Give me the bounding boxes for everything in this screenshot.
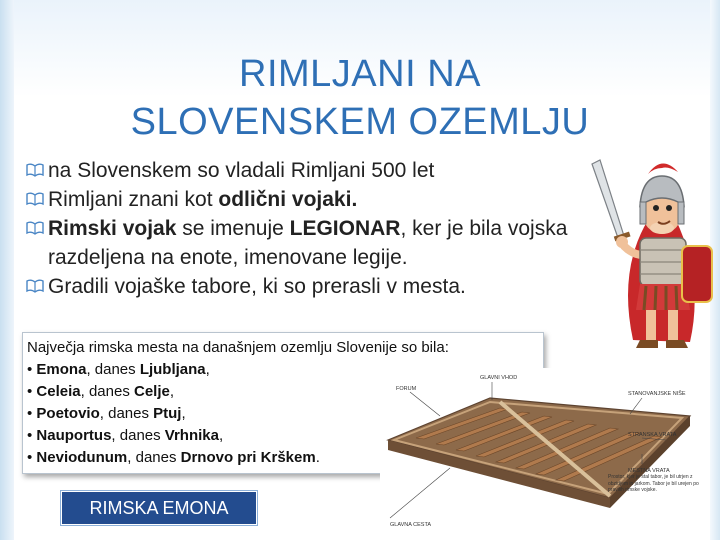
- camp-label-main-road: GLAVNA CESTA: [390, 522, 432, 528]
- city-end: .: [315, 449, 320, 466]
- rimska-emona-button[interactable]: RIMSKA EMONA: [60, 490, 258, 526]
- modern-name: Celje: [134, 383, 170, 400]
- camp-label-forum: FORUM: [396, 386, 417, 392]
- bullet-item: [26, 185, 606, 214]
- city-bullet: •: [27, 361, 37, 378]
- bullet-text: Rimljani znani kot: [48, 188, 219, 211]
- camp-label-gate-top: GLAVNI VHOD: [480, 375, 518, 381]
- city-connector: , danes: [80, 383, 134, 400]
- ancient-name: Neviodunum: [36, 449, 128, 466]
- open-book-icon: [26, 219, 44, 237]
- bullet-text: se imenuje: [176, 217, 290, 240]
- bullet-text-bold: LEGIONAR: [289, 217, 401, 240]
- bullet-list: [26, 156, 606, 301]
- bullet-item: [26, 156, 606, 185]
- ancient-name: Poetovio: [36, 405, 100, 422]
- city-connector: , danes: [86, 361, 140, 378]
- open-book-icon: [26, 277, 44, 295]
- ancient-name: Emona: [36, 361, 87, 378]
- bullet-text: Gradili vojaške tabore, ki so prerasli v mesta.: [48, 275, 466, 298]
- city-bullet: •: [27, 405, 37, 422]
- open-book-icon: [26, 161, 44, 179]
- roman-camp-illustration: [380, 368, 710, 528]
- modern-name: Drnovo pri Krškem: [180, 449, 316, 466]
- infobox-heading: Največja rimska mesta na današnjem ozemlju Slovenije so bila:: [27, 339, 449, 356]
- city-connector: , danes: [127, 449, 181, 466]
- ancient-name: Nauportus: [36, 427, 112, 444]
- left-edge-decoration: [0, 0, 14, 540]
- city-connector: , danes: [99, 405, 154, 422]
- modern-name: Vrhnika: [164, 427, 219, 444]
- camp-label-city-gate: MESTNA VRATA: [628, 468, 670, 474]
- city-bullet: •: [27, 383, 37, 400]
- open-book-icon: [26, 190, 44, 208]
- title-line-1: RIMLJANI NA: [239, 53, 481, 95]
- city-end: ,: [219, 427, 224, 444]
- city-end: ,: [205, 361, 210, 378]
- bullet-text: na Slovenskem so vladali Rimljani 500 let: [48, 159, 435, 182]
- roman-legionary-illustration: [578, 150, 720, 355]
- camp-caption: Prostor, kjer je stal tabor, je bil utrjen z obzidjem in jarkom. Tabor je bil urejen po pravilih rimske vojske.: [608, 474, 699, 493]
- bullet-text-bold: odlični vojaki.: [218, 188, 358, 211]
- city-end: ,: [169, 383, 175, 400]
- camp-label-side-gate: STRANSKA VRATA: [628, 432, 677, 438]
- bullet-text: , ker je bila vojska razdeljena na enote, imenovane legije.: [48, 217, 568, 269]
- camp-label-niches: STANOVANJSKE NIŠE: [628, 391, 686, 397]
- bullet-item: [26, 214, 606, 272]
- city-bullet: •: [27, 449, 37, 466]
- modern-name: Ptuj: [153, 405, 182, 422]
- city-connector: , danes: [111, 427, 165, 444]
- bullet-item: [26, 272, 606, 301]
- ancient-name: Celeia: [36, 383, 81, 400]
- title-line-2: SLOVENSKEM OZEMLJU: [130, 101, 590, 143]
- bullet-text-bold: Rimski vojak: [48, 217, 177, 240]
- city-bullet: •: [27, 427, 37, 444]
- city-end: ,: [181, 405, 186, 422]
- modern-name: Ljubljana: [139, 361, 206, 378]
- slide-title: [60, 50, 660, 146]
